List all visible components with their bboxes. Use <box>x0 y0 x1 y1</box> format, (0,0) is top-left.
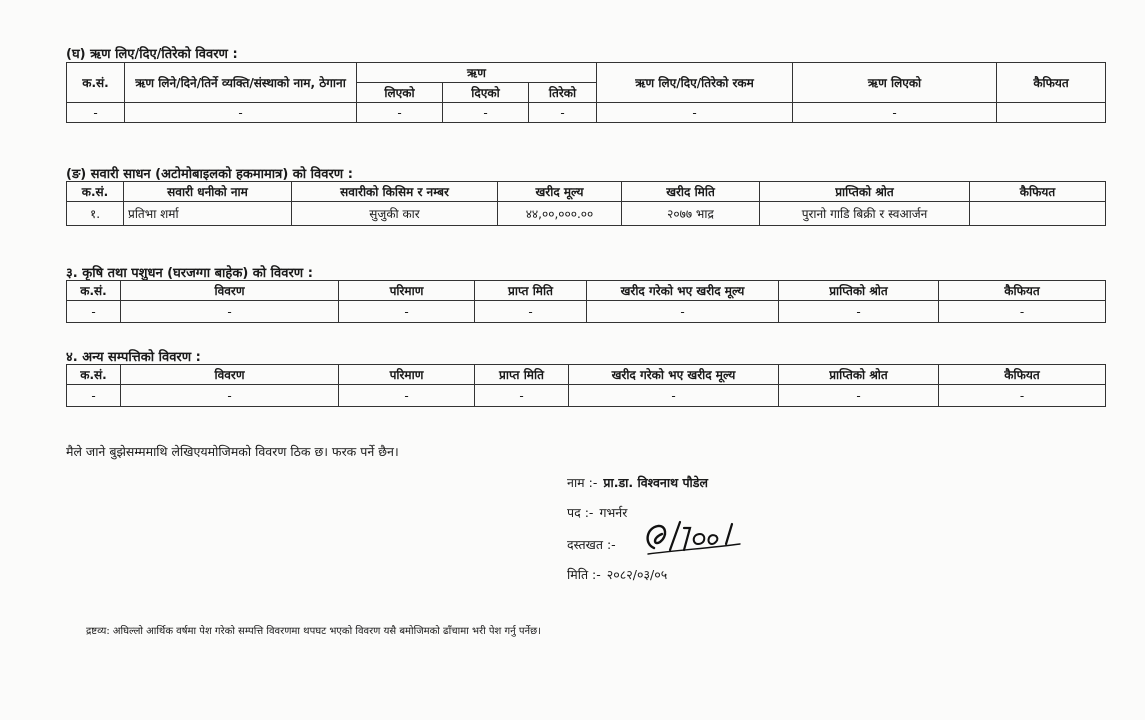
table-cell <box>970 202 1106 226</box>
table-cell: - <box>339 385 475 407</box>
table-cell: - <box>339 301 475 323</box>
table-cell: १. <box>67 202 124 226</box>
table-cell: प्रतिभा शर्मा <box>124 202 292 226</box>
agriculture-header: प्राप्त मिति <box>475 281 587 301</box>
table-cell: - <box>121 385 339 407</box>
table-row <box>67 301 1106 323</box>
agriculture-section-title: ३. कृषि तथा पशुधन (घरजग्गा बाहेक) को विवरण : <box>66 266 313 281</box>
table-cell: - <box>569 385 779 407</box>
loans-header-sn: क.सं. <box>67 63 125 103</box>
loans-header-remarks: कैफियत <box>997 63 1106 103</box>
signatory-post-line <box>567 504 627 521</box>
agriculture-header: खरीद गरेको भए खरीद मूल्य <box>587 281 779 301</box>
signatory-post: गभर्नर <box>599 505 628 520</box>
table-cell: - <box>67 103 125 123</box>
agriculture-header: कैफियत <box>939 281 1106 301</box>
vehicles-table <box>66 181 1106 226</box>
signatory-signature-line <box>567 536 616 553</box>
table-cell: - <box>475 385 569 407</box>
loans-header-paid: तिरेको <box>529 83 597 103</box>
other-assets-table <box>66 364 1106 407</box>
other-assets-section-title: ४. अन्य सम्पत्तिको विवरण : <box>66 350 201 365</box>
agriculture-header: प्राप्तिको श्रोत <box>779 281 939 301</box>
loans-header-borrowed: ऋण लिएको <box>793 63 997 103</box>
table-cell: - <box>939 385 1106 407</box>
vehicles-header: सवारी धनीको नाम <box>124 182 292 202</box>
table-cell: - <box>779 301 939 323</box>
vehicles-header: खरीद मिति <box>622 182 760 202</box>
footnote-text: द्रष्टव्य: अघिल्लो आर्थिक वर्षमा पेश गरेको सम्पत्ति विवरणमा थपघट भएको विवरण यसै बमोजिमको ढाँचामा भरी पेश गर्नु पर्नेछ। <box>86 626 541 637</box>
table-cell <box>997 103 1106 123</box>
table-cell: - <box>125 103 357 123</box>
signatory-date: २०८२/०३/०५ <box>606 567 668 582</box>
table-cell: - <box>587 301 779 323</box>
agriculture-header: परिमाण <box>339 281 475 301</box>
signature-label: दस्तखत :- <box>567 537 616 552</box>
table-cell: २०७७ भाद्र <box>622 202 760 226</box>
table-cell: ४४,००,०००.०० <box>498 202 622 226</box>
loans-header-party: ऋण लिने/दिने/तिर्ने व्यक्ति/संस्थाको नाम, ठेगाना <box>125 63 357 103</box>
other-assets-header: खरीद गरेको भए खरीद मूल्य <box>569 365 779 385</box>
loans-section-title: (घ) ऋण लिए/दिए/तिरेको विवरण : <box>66 47 238 62</box>
agriculture-header: विवरण <box>121 281 339 301</box>
signatory-name-line <box>567 474 708 491</box>
loans-table <box>66 62 1106 123</box>
vehicles-section-title: (ङ) सवारी साधन (अटोमोबाइलको हकमामात्र) को विवरण : <box>66 167 353 182</box>
table-cell: सुजुकी कार <box>292 202 498 226</box>
table-cell: - <box>67 301 121 323</box>
signatory-date-line <box>567 566 667 583</box>
loans-header-given: दिएको <box>443 83 529 103</box>
vehicles-header: क.सं. <box>67 182 124 202</box>
loans-header-taken: लिएको <box>357 83 443 103</box>
table-cell: - <box>793 103 997 123</box>
vehicles-header: सवारीको किसिम र नम्बर <box>292 182 498 202</box>
loans-header-loan: ऋण <box>357 63 597 83</box>
table-cell: - <box>779 385 939 407</box>
vehicles-header: खरीद मूल्य <box>498 182 622 202</box>
loans-header-amount: ऋण लिए/दिए/तिरेको रकम <box>597 63 793 103</box>
post-label: पद :- <box>567 505 594 520</box>
agriculture-header: क.सं. <box>67 281 121 301</box>
table-cell: - <box>121 301 339 323</box>
table-cell: पुरानो गाडि बिक्री र स्वआर्जन <box>760 202 970 226</box>
table-cell: - <box>443 103 529 123</box>
table-cell: - <box>67 385 121 407</box>
other-assets-header: प्राप्त मिति <box>475 365 569 385</box>
table-cell: - <box>597 103 793 123</box>
vehicles-header: प्राप्तिको श्रोत <box>760 182 970 202</box>
name-label: नाम :- <box>567 475 598 490</box>
table-row <box>67 103 1106 123</box>
table-row <box>67 202 1106 226</box>
handwritten-signature <box>640 514 760 562</box>
table-row <box>67 385 1106 407</box>
signatory-name: प्रा.डा. विश्वनाथ पौडेल <box>603 475 708 490</box>
other-assets-header: विवरण <box>121 365 339 385</box>
table-cell: - <box>939 301 1106 323</box>
declaration-text: मैले जाने बुझेसम्ममाथि लेखिएयमोजिमको विवरण ठिक छ। फरक पर्ने छैन। <box>66 444 399 459</box>
table-cell: - <box>529 103 597 123</box>
other-assets-header: परिमाण <box>339 365 475 385</box>
other-assets-header: क.सं. <box>67 365 121 385</box>
other-assets-header: कैफियत <box>939 365 1106 385</box>
other-assets-header: प्राप्तिको श्रोत <box>779 365 939 385</box>
vehicles-header: कैफियत <box>970 182 1106 202</box>
table-cell: - <box>475 301 587 323</box>
date-label: मिति :- <box>567 567 601 582</box>
agriculture-table <box>66 280 1106 323</box>
table-cell: - <box>357 103 443 123</box>
